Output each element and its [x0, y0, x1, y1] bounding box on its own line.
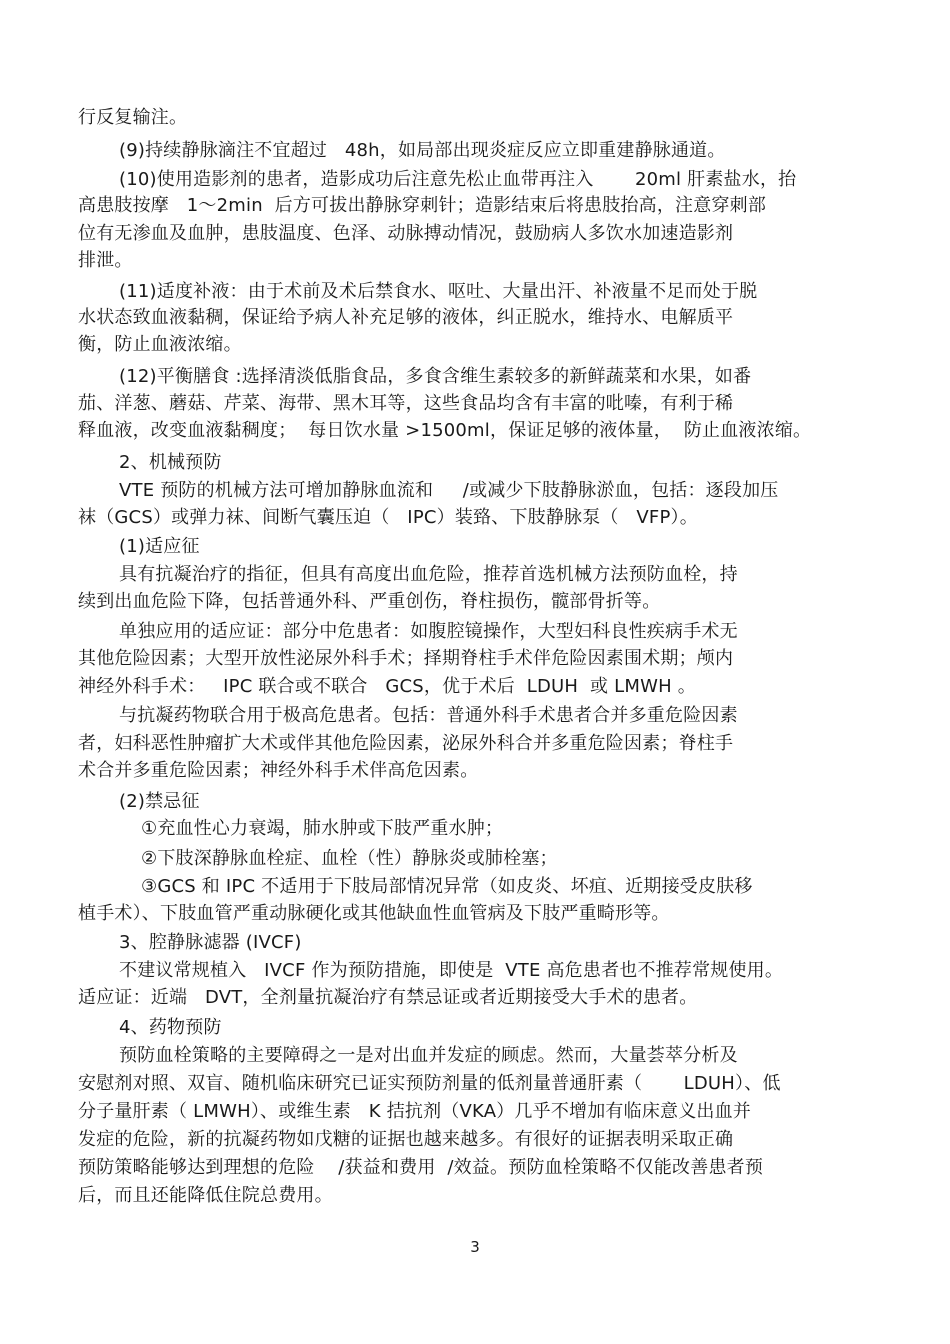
text-line: 位有无渗血及血肿，患肢温度、色泽、动脉搏动情况，鼓励病人多饮水加速造影剂: [78, 223, 734, 244]
text-line: (9)持续静脉滴注不宜超过 48h，如局部出现炎症反应立即重建静脉通道。: [119, 140, 726, 161]
subsection-heading: (1)适应征: [119, 536, 200, 557]
text-line: 释血液，改变血液黏稠度； 每日饮水量 >1500ml，保证足够的液体量， 防止血液浓缩。: [78, 420, 812, 441]
text-line: 术合并多重危险因素；神经外科手术伴高危因素。: [78, 760, 479, 781]
text-line: 袜（GCS）或弹力袜、间断气囊压迫（ IPC）装臵、下肢静脉泵（ VFP）。: [78, 507, 698, 528]
text-line: 行反复输注。: [78, 107, 188, 128]
list-item: ③GCS 和 IPC 不适用于下肢局部情况异常（如皮炎、坏疽、近期接受皮肤移: [141, 876, 753, 897]
text-line: 衡，防止血液浓缩。: [78, 334, 242, 355]
text-line: 神经外科手术： IPC 联合或不联合 GCS，优于术后 LDUH 或 LMWH 。: [78, 676, 696, 697]
text-line: 预防策略能够达到理想的危险 /获益和费用 /效益。预防血栓策略不仅能改善患者预: [78, 1157, 764, 1178]
text-line: 水状态致血液黏稠，保证给予病人补充足够的液体，纠正脱水，维持水、电解质平: [78, 307, 734, 328]
subsection-heading: (2)禁忌征: [119, 791, 200, 812]
text-line: (11)适度补液：由于术前及术后禁食水、呕吐、大量出汗、补液量不足而处于脱: [119, 281, 758, 302]
text-line: 茄、洋葱、蘑菇、芹菜、海带、黑木耳等，这些食品均含有丰富的吡嗪，有利于稀: [78, 393, 734, 414]
list-item: ②下肢深静脉血栓症、血栓（性）静脉炎或肺栓塞；: [141, 848, 558, 869]
text-line: 续到出血危险下降，包括普通外科、严重创伤，脊柱损伤，髋部骨折等。: [78, 591, 661, 612]
text-line: 安慰剂对照、双盲、随机临床研究已证实预防剂量的低剂量普通肝素（ LDUH）、低: [78, 1073, 781, 1094]
section-heading: 2、机械预防: [119, 452, 222, 473]
text-line: 发症的危险，新的抗凝药物如戊糖的证据也越来越多。有很好的证据表明采取正确: [78, 1129, 734, 1150]
text-line: 植手术）、下肢血管严重动脉硬化或其他缺血性血管病及下肢严重畸形等。: [78, 903, 670, 924]
text-line: 后，而且还能降低住院总费用。: [78, 1185, 333, 1206]
text-line: 预防血栓策略的主要障碍之一是对出血并发症的顾虑。然而，大量荟萃分析及: [119, 1045, 738, 1066]
text-line: 与抗凝药物联合用于极高危患者。包括：普通外科手术患者合并多重危险因素: [119, 705, 738, 726]
section-heading: 4、药物预防: [119, 1017, 222, 1038]
text-line: 单独应用的适应证：部分中危患者：如腹腔镜操作，大型妇科良性疾病手术无: [119, 621, 738, 642]
section-heading: 3、腔静脉滤器 (IVCF): [119, 932, 302, 953]
text-line: 适应证：近端 DVT，全剂量抗凝治疗有禁忌证或者近期接受大手术的患者。: [78, 987, 698, 1008]
text-line: 分子量肝素（ LMWH）、或维生素 K 拮抗剂（VKA）几乎不增加有临床意义出血并: [78, 1101, 752, 1122]
list-item: ①充血性心力衰竭，肺水肿或下肢严重水肿；: [141, 818, 504, 839]
text-line: 其他危险因素；大型开放性泌尿外科手术；择期脊柱手术伴危险因素围术期；颅内: [78, 648, 734, 669]
page-number: 3: [470, 1238, 480, 1256]
text-line: 排泄。: [78, 250, 133, 271]
text-line: (10)使用造影剂的患者，造影成功后注意先松止血带再注入 20ml 肝素盐水，抬: [119, 169, 797, 190]
text-line: 不建议常规植入 IVCF 作为预防措施，即使是 VTE 高危患者也不推荐常规使用。: [119, 960, 784, 981]
text-line: 具有抗凝治疗的指征，但具有高度出血危险，推荐首选机械方法预防血栓，持: [119, 564, 738, 585]
text-line: (12)平衡膳食 :选择清淡低脂食品，多食含维生素较多的新鲜蔬菜和水果，如番: [119, 366, 752, 387]
text-line: 者，妇科恶性肿瘤扩大术或伴其他危险因素，泌尿外科合并多重危险因素；脊柱手: [78, 733, 734, 754]
text-line: 高患肢按摩 1～2min 后方可拔出静脉穿刺针；造影结束后将患肢抬高，注意穿刺部: [78, 195, 767, 216]
text-line: VTE 预防的机械方法可增加静脉血流和 /或减少下肢静脉淤血，包括：逐段加压: [119, 480, 779, 501]
